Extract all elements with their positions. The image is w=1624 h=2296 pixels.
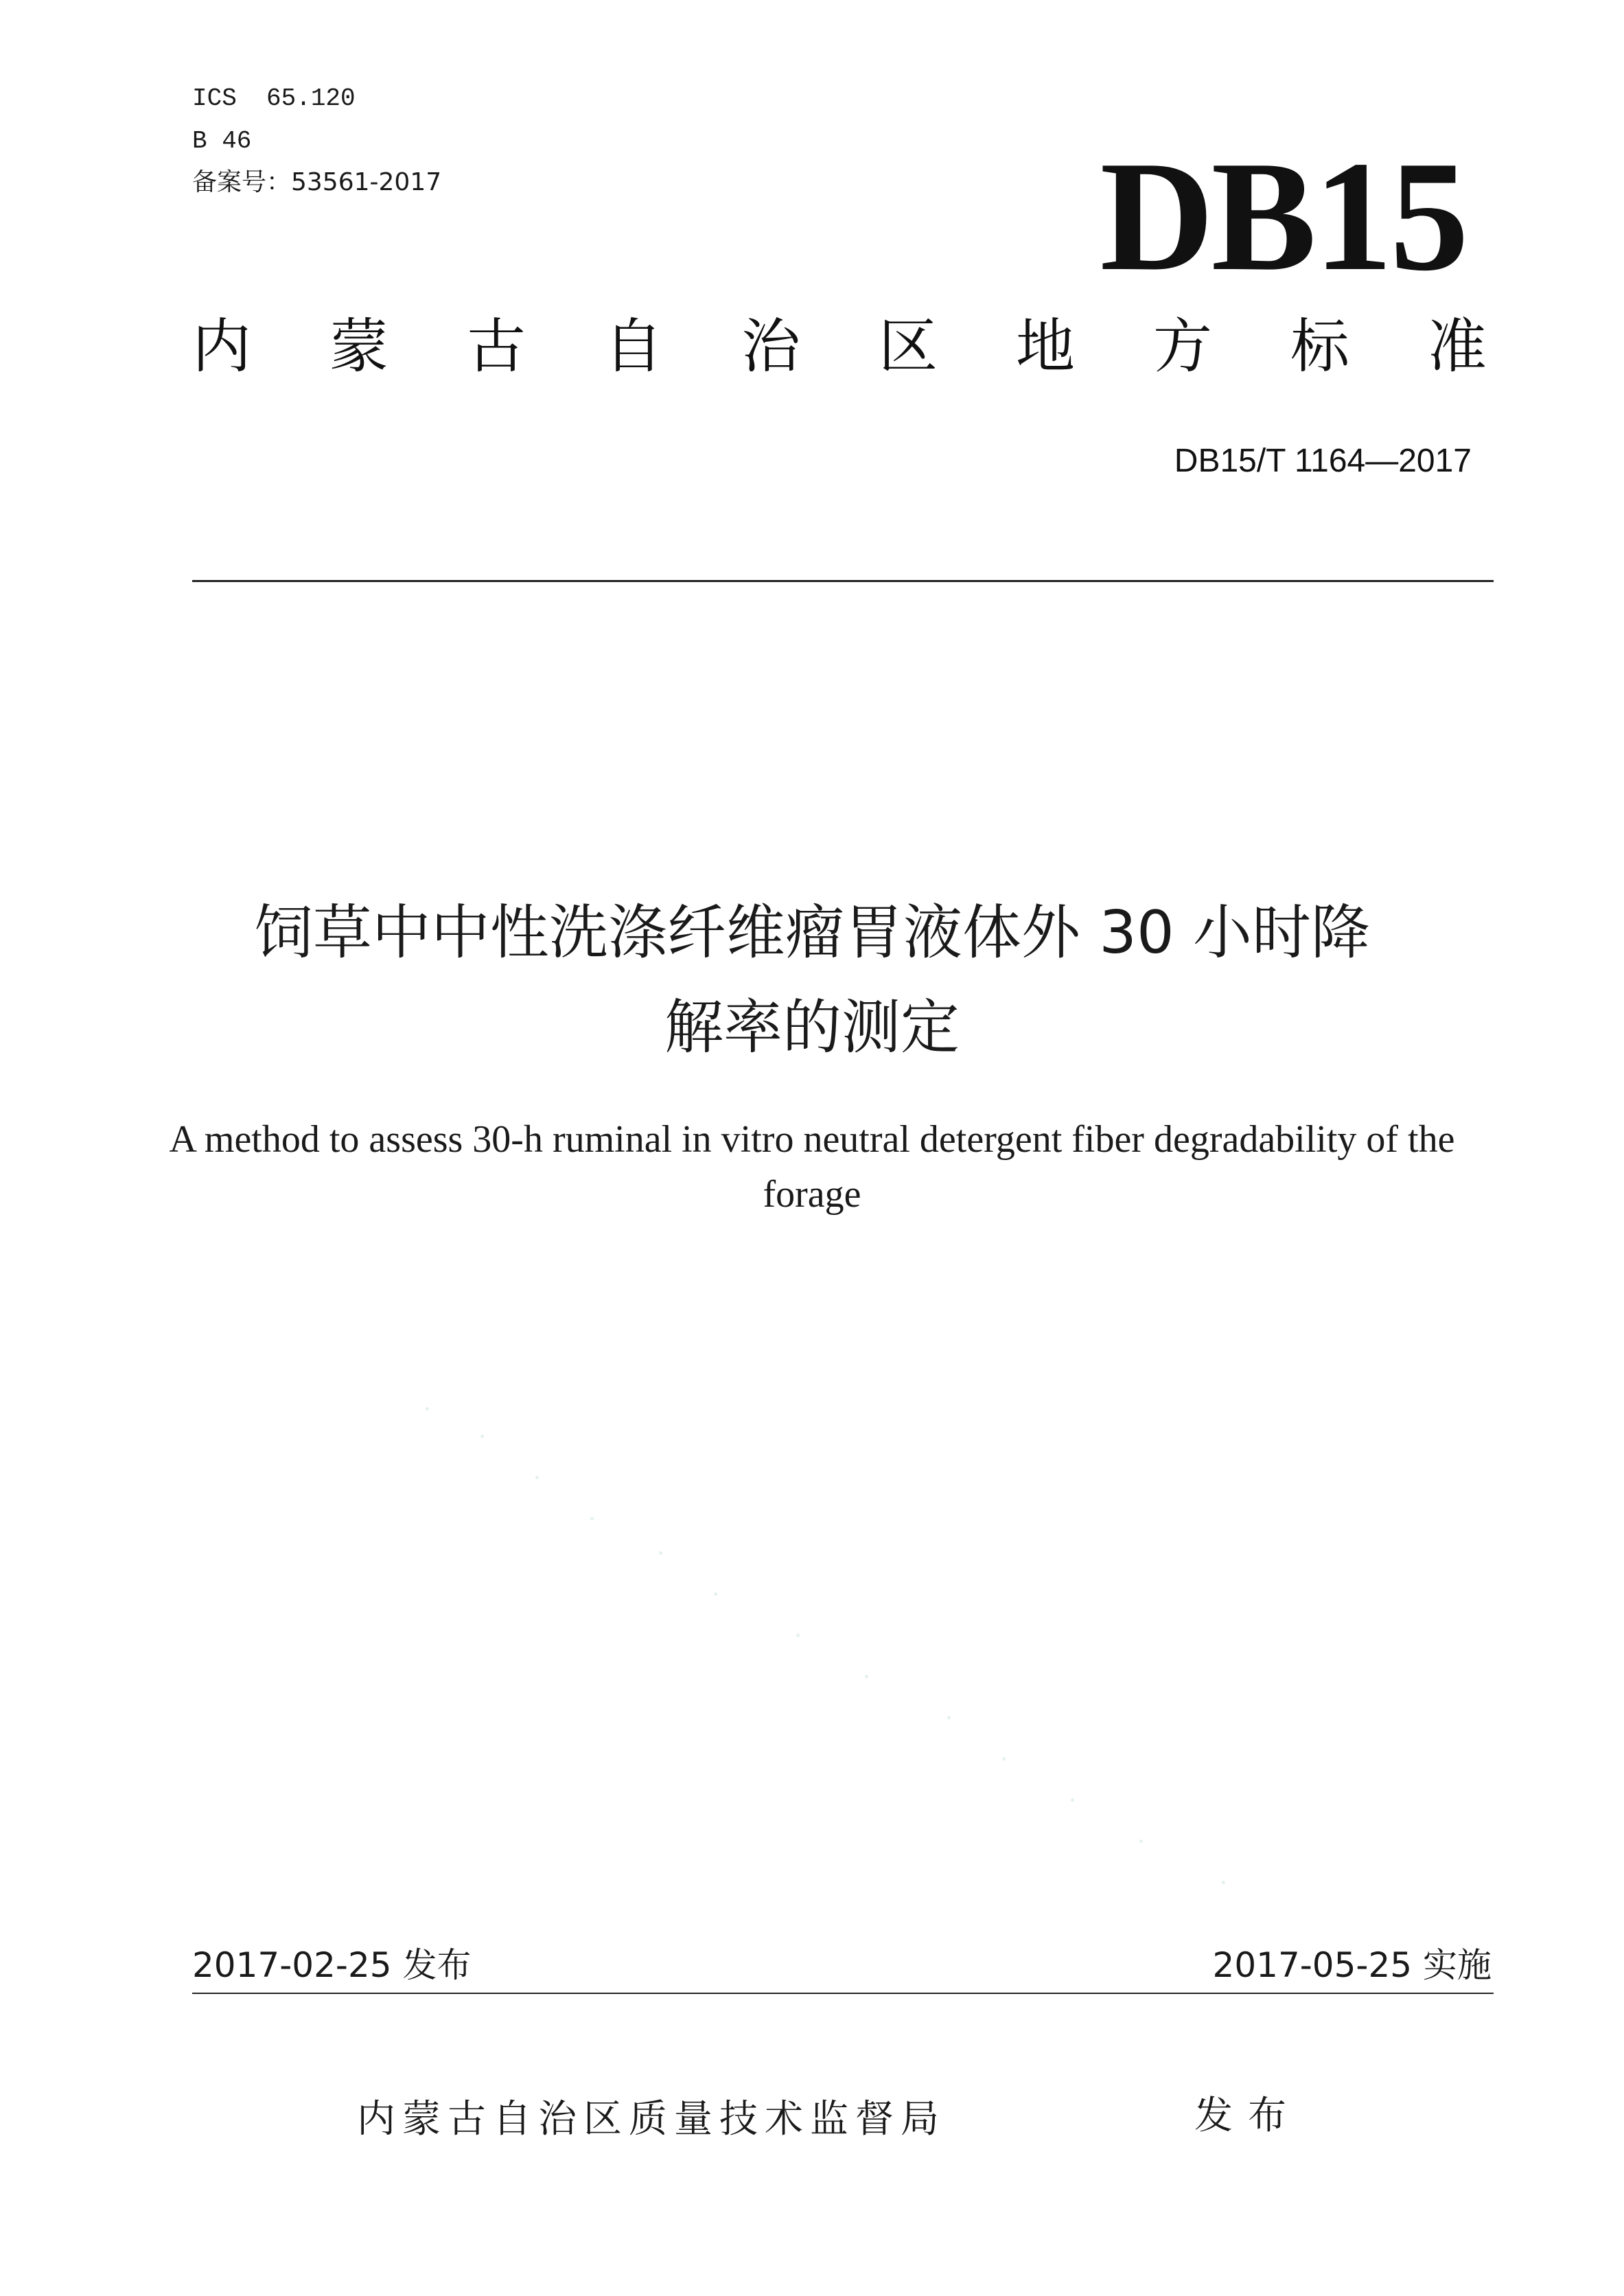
standard-number: DB15/T 1164—2017	[1174, 443, 1472, 479]
publisher-name: 内蒙古自治区质量技术监督局	[357, 2097, 946, 2142]
title-chinese-line: 解率的测定	[664, 993, 960, 1062]
category-char: 准	[1428, 312, 1487, 381]
filing-number: 备案号：53561-2017	[192, 168, 442, 196]
publish-label: 发布	[1194, 2094, 1301, 2138]
ccs-code: B 46	[192, 127, 252, 155]
title-english	[158, 1112, 1466, 1222]
title-chinese	[124, 885, 1500, 1075]
title-chinese-line: 饲草中中性洗涤纤维瘤胃液体外 30 小时降	[253, 898, 1371, 967]
category-char: 地	[1016, 312, 1075, 381]
category-char: 自	[604, 312, 663, 381]
title-english-line: forage	[763, 1173, 861, 1216]
header-divider	[192, 580, 1494, 582]
category-char: 区	[879, 312, 938, 381]
ics-code: ICS 65.120	[192, 84, 356, 113]
category-char: 治	[741, 312, 800, 381]
issue-date: 2017-02-25 发布	[192, 1945, 472, 1985]
category-char: 标	[1290, 312, 1349, 381]
category-char: 蒙	[329, 312, 388, 381]
date-divider	[192, 1993, 1494, 1994]
category-char: 古	[467, 312, 526, 381]
implementation-date: 2017-05-25 实施	[1212, 1945, 1492, 1985]
title-english-line: A method to assess 30-h ruminal in vitro neutral detergent fiber degradability of the	[169, 1118, 1455, 1161]
standard-logo: DB15	[1100, 128, 1466, 303]
standard-category	[192, 312, 1487, 381]
category-char: 内	[192, 312, 251, 381]
category-char: 方	[1153, 312, 1212, 381]
